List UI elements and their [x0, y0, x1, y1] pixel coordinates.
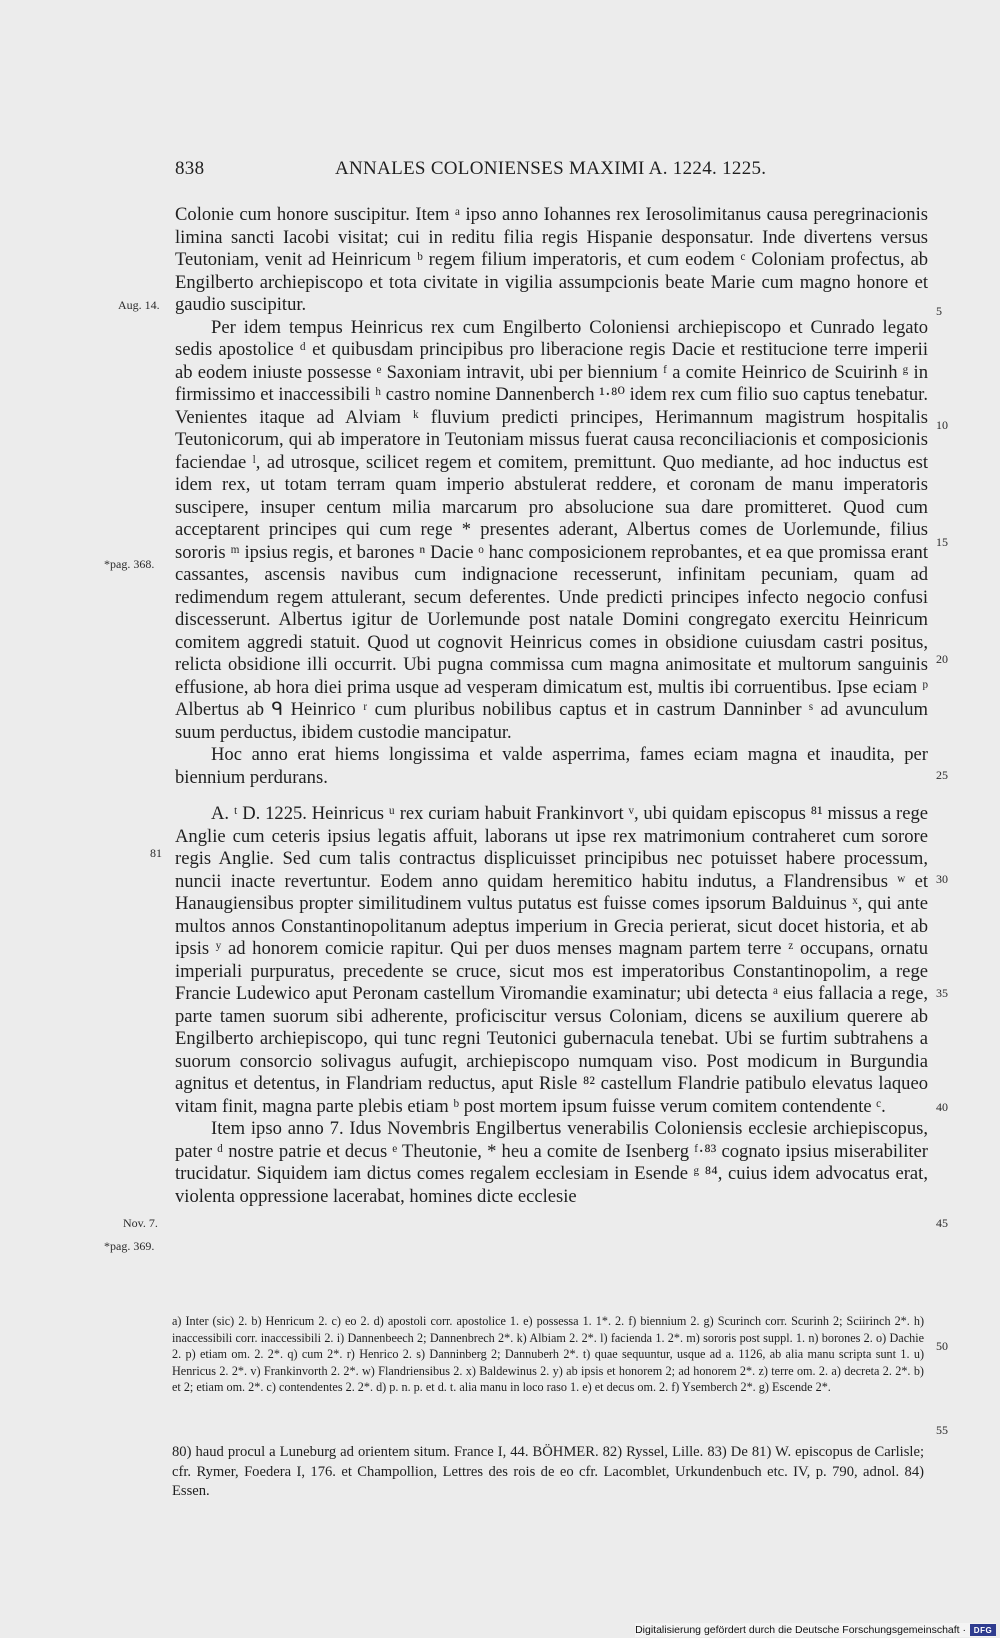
- paragraph-3: Hoc anno erat hiems longissima et valde asperrima, fames eciam magna et inaudita, per biennium perdurans.: [175, 744, 928, 788]
- margin-date-nov7: Nov. 7.: [123, 1216, 158, 1230]
- paragraph-5: Item ipso anno 7. Idus Novembris Engilbertus venerabilis Coloniensis ecclesie archiepiscopus, pater ᵈ nostre patrie et decus ᵉ Theutonie, * heu a comite de Isenberg ᶠ·⁸³ cognato ipsius miserabiliter trucidatur. Siquidem iam dictus comes regalem ecclesiam in Esende ᵍ ⁸⁴, cuius idem advocatus erat, violenta oppressione lacerabat, homines dicte ecclesie: [175, 1118, 928, 1207]
- margin-page-368: *pag. 368.: [104, 557, 155, 571]
- editorial-footnotes: [172, 1443, 924, 1502]
- line-number: 5: [936, 304, 942, 318]
- line-number: 35: [936, 986, 948, 1000]
- line-number: 10: [936, 418, 948, 432]
- line-number: 45: [936, 1216, 948, 1230]
- credit-text: Digitalisierung gefördert durch die Deutsche Forschungsgemeinschaft ·: [635, 1624, 966, 1636]
- critical-apparatus: [172, 1313, 924, 1396]
- page-number: 838: [175, 158, 205, 179]
- margin-date-aug14: Aug. 14.: [118, 298, 160, 312]
- paragraph-1: Colonie cum honore suscipitur. Item ᵃ ipso anno Iohannes rex Ierosolimitanus causa peregrinacionis limina sancti Iacobi visitat; cui in reditu filia regis Hispanie desponsatur. Inde divertens versus Teutoniam, venit ad Heinricum ᵇ regem filium imperatoris, et cum eodem ᶜ Coloniam profectus, ab Engilberto archiepiscopo et tota civitate in vigilia assumpcionis beate Marie cum magno honore et gaudio suscipitur.: [175, 204, 928, 315]
- line-number: 25: [936, 768, 948, 782]
- footnote-text: 80) haud procul a Luneburg ad orientem situm. France I, 44. BÖHMER. 82) Ryssel, Lille. 83) De 81) W. episcopus de Carlisle; cfr. Rymer, Foedera I, 176. et Champollion, Lettres des rois de eo cfr. Lacomblet, Urkundenbuch etc. IV, p. 790, adnol. 84) Essen.: [172, 1444, 924, 1500]
- line-number: 30: [936, 872, 948, 886]
- digitization-credit: [635, 1623, 996, 1637]
- paragraph-2: Per idem tempus Heinricus rex cum Engilberto Coloniensi archiepiscopo et Cunrado legato sedis apostolice ᵈ et quibusdam principibus pro liberacione regis Dacie et restitucione terre imperii ab eodem iniuste possesse ᵉ Saxoniam intravit, ubi per biennium ᶠ a comite Heinrico de Scuirinh ᵍ in firmissimo et inaccessibili ʰ castro nomine Dannenberch ¹·⁸⁰ idem rex cum filio suo captus tenebatur. Venientes itaque ad Alviam ᵏ fluvium predicti principes, Herimannum magistrum hospitalis Teutonicorum, qui ab imperatore in Teutoniam missus fuerat causa reconciliacionis et composicionis faciendae ˡ, ad utrosque, scilicet regem et comitem, premittunt. Quo mediante, ad hoc inductus est idem rex, ut totam terram quam imperio abstulerat reddere, et coronam de manu imperatoris suscipere, insuper centum milia marcarum pro absolucione sua dare promitteret. Quod cum acceptarent principes qui cum rege * presentes aderant, Albertus comes de Uorlemunde, filius sororis ᵐ ipsius regis, et barones ⁿ Dacie ᵒ hanc composicionem reprobantes, et ea que promissa erant cassantes, ascensis navibus cum indignacione recesserunt, infinitam pecuniam, quam ad redimendum regem attulerant, secum deferentes. Unde predicti principes infecto negocio confusi discesserunt. Albertus igitur de Uorlemunde post natale Domini congregato exercitu Heinricum comitem aggredi statuit. Quod ut cognovit Heinricus comes in obsidione cuiusdam castri positus, relicta obsidione illi occurrit. Ubi pugna commissa cum magna animositate et multorum sanguinis effusione, ab hora diei prima usque ad vesperam dimicatum est, multis ibi corruentibus. Ipse eciam ᵖ Albertus ab ᑫ Heinrico ʳ cum pluribus nobilibus captus et in castrum Danninber ˢ ad avunculum suum perductus, ibidem custodie mancipatur.: [175, 316, 928, 743]
- line-number: 15: [936, 535, 948, 549]
- main-text: [175, 204, 928, 1208]
- running-title: ANNALES COLONIENSES MAXIMI A. 1224. 1225.: [335, 158, 767, 179]
- apparatus-notes: a) Inter (sic) 2. b) Henricum 2. c) eo 2. d) apostoli corr. apostolice 1. e) possessa 1. 1*. 2. f) biennium 2. g) Scurinch corr. Scurinh 2; Sciirinch 2*. h) inaccessibili corr. inaccessibili 2. i) Dannenbeech 2; Dannenbrech 2*. k) Albiam 2. 2*. l) facienda 1. 2*. m) sororis post suppl. 1. n) borones 2. o) Dachie 2. p) etiam om. 2. 2*. q) cum 2*. r) Henrico 2. s) Danninberg 2; Dannuberh 2*. t) quae sequuntur, usque ad a. 1126, ab alia manu scripta sunt 1. u) Henricus 2. 2*. v) Frankinvorth 2. 2*. w) Flandriensibus 2. x) Baldewinus 2. y) ab ipsis et honorem 2; ad honorem 2*. z) terre om. 2. a) decreta 2. 2*. b) et 2; etiam om. 2*. c) contendentes 2. 2*. d) p. n. p. et d. t. alia manu in loco raso 1. e) et decus om. 2. f) Ysemberch 2*. g) Escende 2*.: [172, 1314, 924, 1395]
- paragraph-4: A. ᵗ D. 1225. Heinricus ᵘ rex curiam habuit Frankinvort ᵛ, ubi quidam episcopus ⁸¹ missus a rege Anglie cum ceteris ipsius legatis affuit, laborans ut ipse rex matrimonium contraheret cum sorore regis Anglie. Sed cum talis contractus displicuisset principibus nec potuisset habere processum, nuncii inacte revertuntur. Eodem anno quidam heremitico habitu indutus, a Flandrensibus ʷ et Hanaugiensibus propter similitudinem vultus putatus est fuisse comes ipsorum Balduinus ˣ, qui ante multos annos Constantinopolitanum adeptus imperium in Grecia perierat, sicut docet historia, et ab ipsis ʸ ad honorem comicie rapitur. Qui per duos menses magnam partem terre ᶻ occupans, ornatu imperiali purpuratus, precedente se cruce, sicut mos est imperatoribus Constantinopolim, a rege Francie Ludewico aput Peronam castellum Viromandie examinatur; ubi detecta ᵃ eius fallacia a rege, parte tamen suorum sibi adherente, proficiscitur versus Coloniam, dicens se auxilium querere ab Engilberto archiepiscopo, qui tunc regni Teutonici gubernacula tenebat. Ubi se furtim subtrahens a suorum consorcio solivagus aufugit, archiepiscopo numquam viso. Post modicum in Burgundia agnitus et detentus, in Flandriam reductus, aput Risle ⁸² castellum Flandrie patibulo elevatus laqueo vitam finit, magna parte plebis etiam ᵇ post mortem ipsum fuisse verum comitem contendente ᶜ.: [175, 803, 928, 1117]
- line-number: 40: [936, 1100, 948, 1114]
- line-number: 55: [936, 1423, 948, 1437]
- margin-note-81: 81: [150, 846, 162, 860]
- line-number: 20: [936, 652, 948, 666]
- dfg-logo-icon: DFG: [970, 1624, 996, 1636]
- line-number: 50: [936, 1339, 948, 1353]
- margin-page-369: *pag. 369.: [104, 1239, 155, 1253]
